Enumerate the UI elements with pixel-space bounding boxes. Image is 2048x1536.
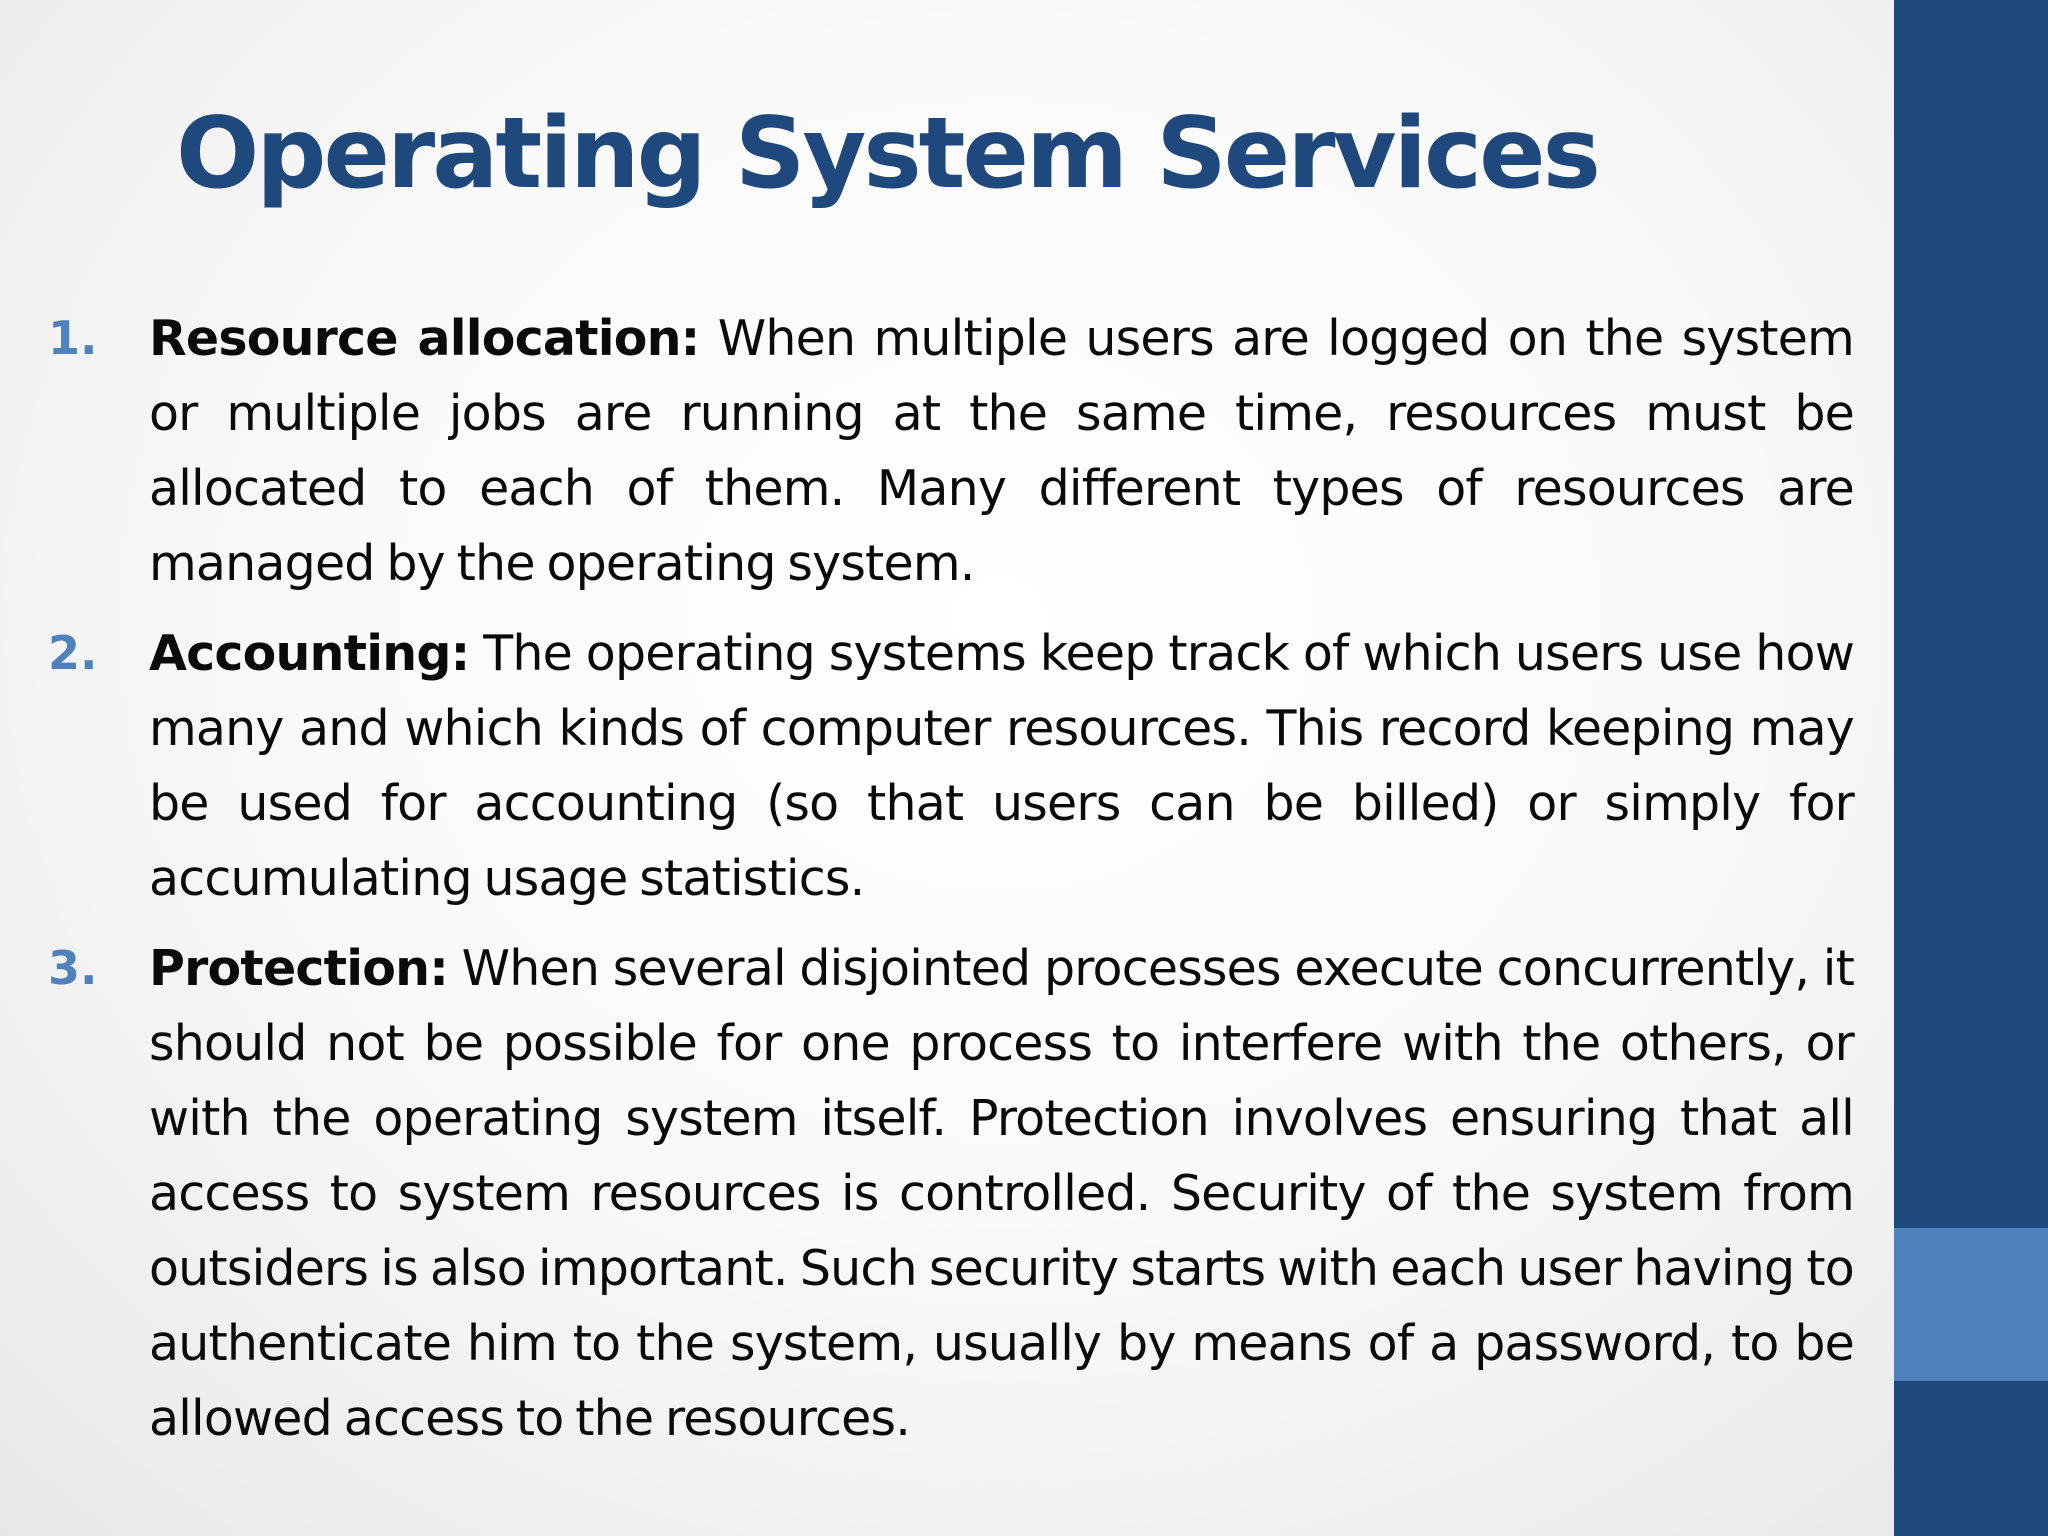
list-item: [48, 301, 1854, 601]
slide-title: Operating System Services: [176, 97, 1598, 211]
item-number: 3.: [48, 941, 98, 995]
item-text: [149, 301, 1854, 601]
item-term: Accounting:: [149, 625, 470, 682]
item-term: Protection:: [149, 940, 449, 997]
item-text: [149, 931, 1854, 1456]
item-description: The operating systems keep track of which users use how many and which kinds of computer resources. This record keeping may be used for accounting (so that users can be billed) or simply for accumulating usage statistics.: [149, 625, 1854, 907]
list-item: [48, 616, 1854, 916]
side-accent-block: [1894, 1228, 2048, 1381]
item-text: [149, 616, 1854, 916]
item-term: Resource allocation:: [149, 310, 700, 367]
item-description: When multiple users are logged on the system or multiple jobs are running at the same time, resources must be allocated to each of them. Many different types of resources are managed by the operating system.: [149, 310, 1854, 592]
item-number: 1.: [48, 311, 98, 365]
services-list: [48, 301, 1854, 1471]
item-number: 2.: [48, 626, 98, 680]
list-item: [48, 931, 1854, 1456]
item-description: When several disjointed processes execute concurrently, it should not be possible for one process to interfere with the others, or with the operating system itself. Protection involves ensuring that all access to system resources is controlled. Security of the system from outsiders is also important. Such security starts with each user having to authenticate him to the system, usually by means of a password, to be allowed access to the resources.: [149, 940, 1854, 1447]
